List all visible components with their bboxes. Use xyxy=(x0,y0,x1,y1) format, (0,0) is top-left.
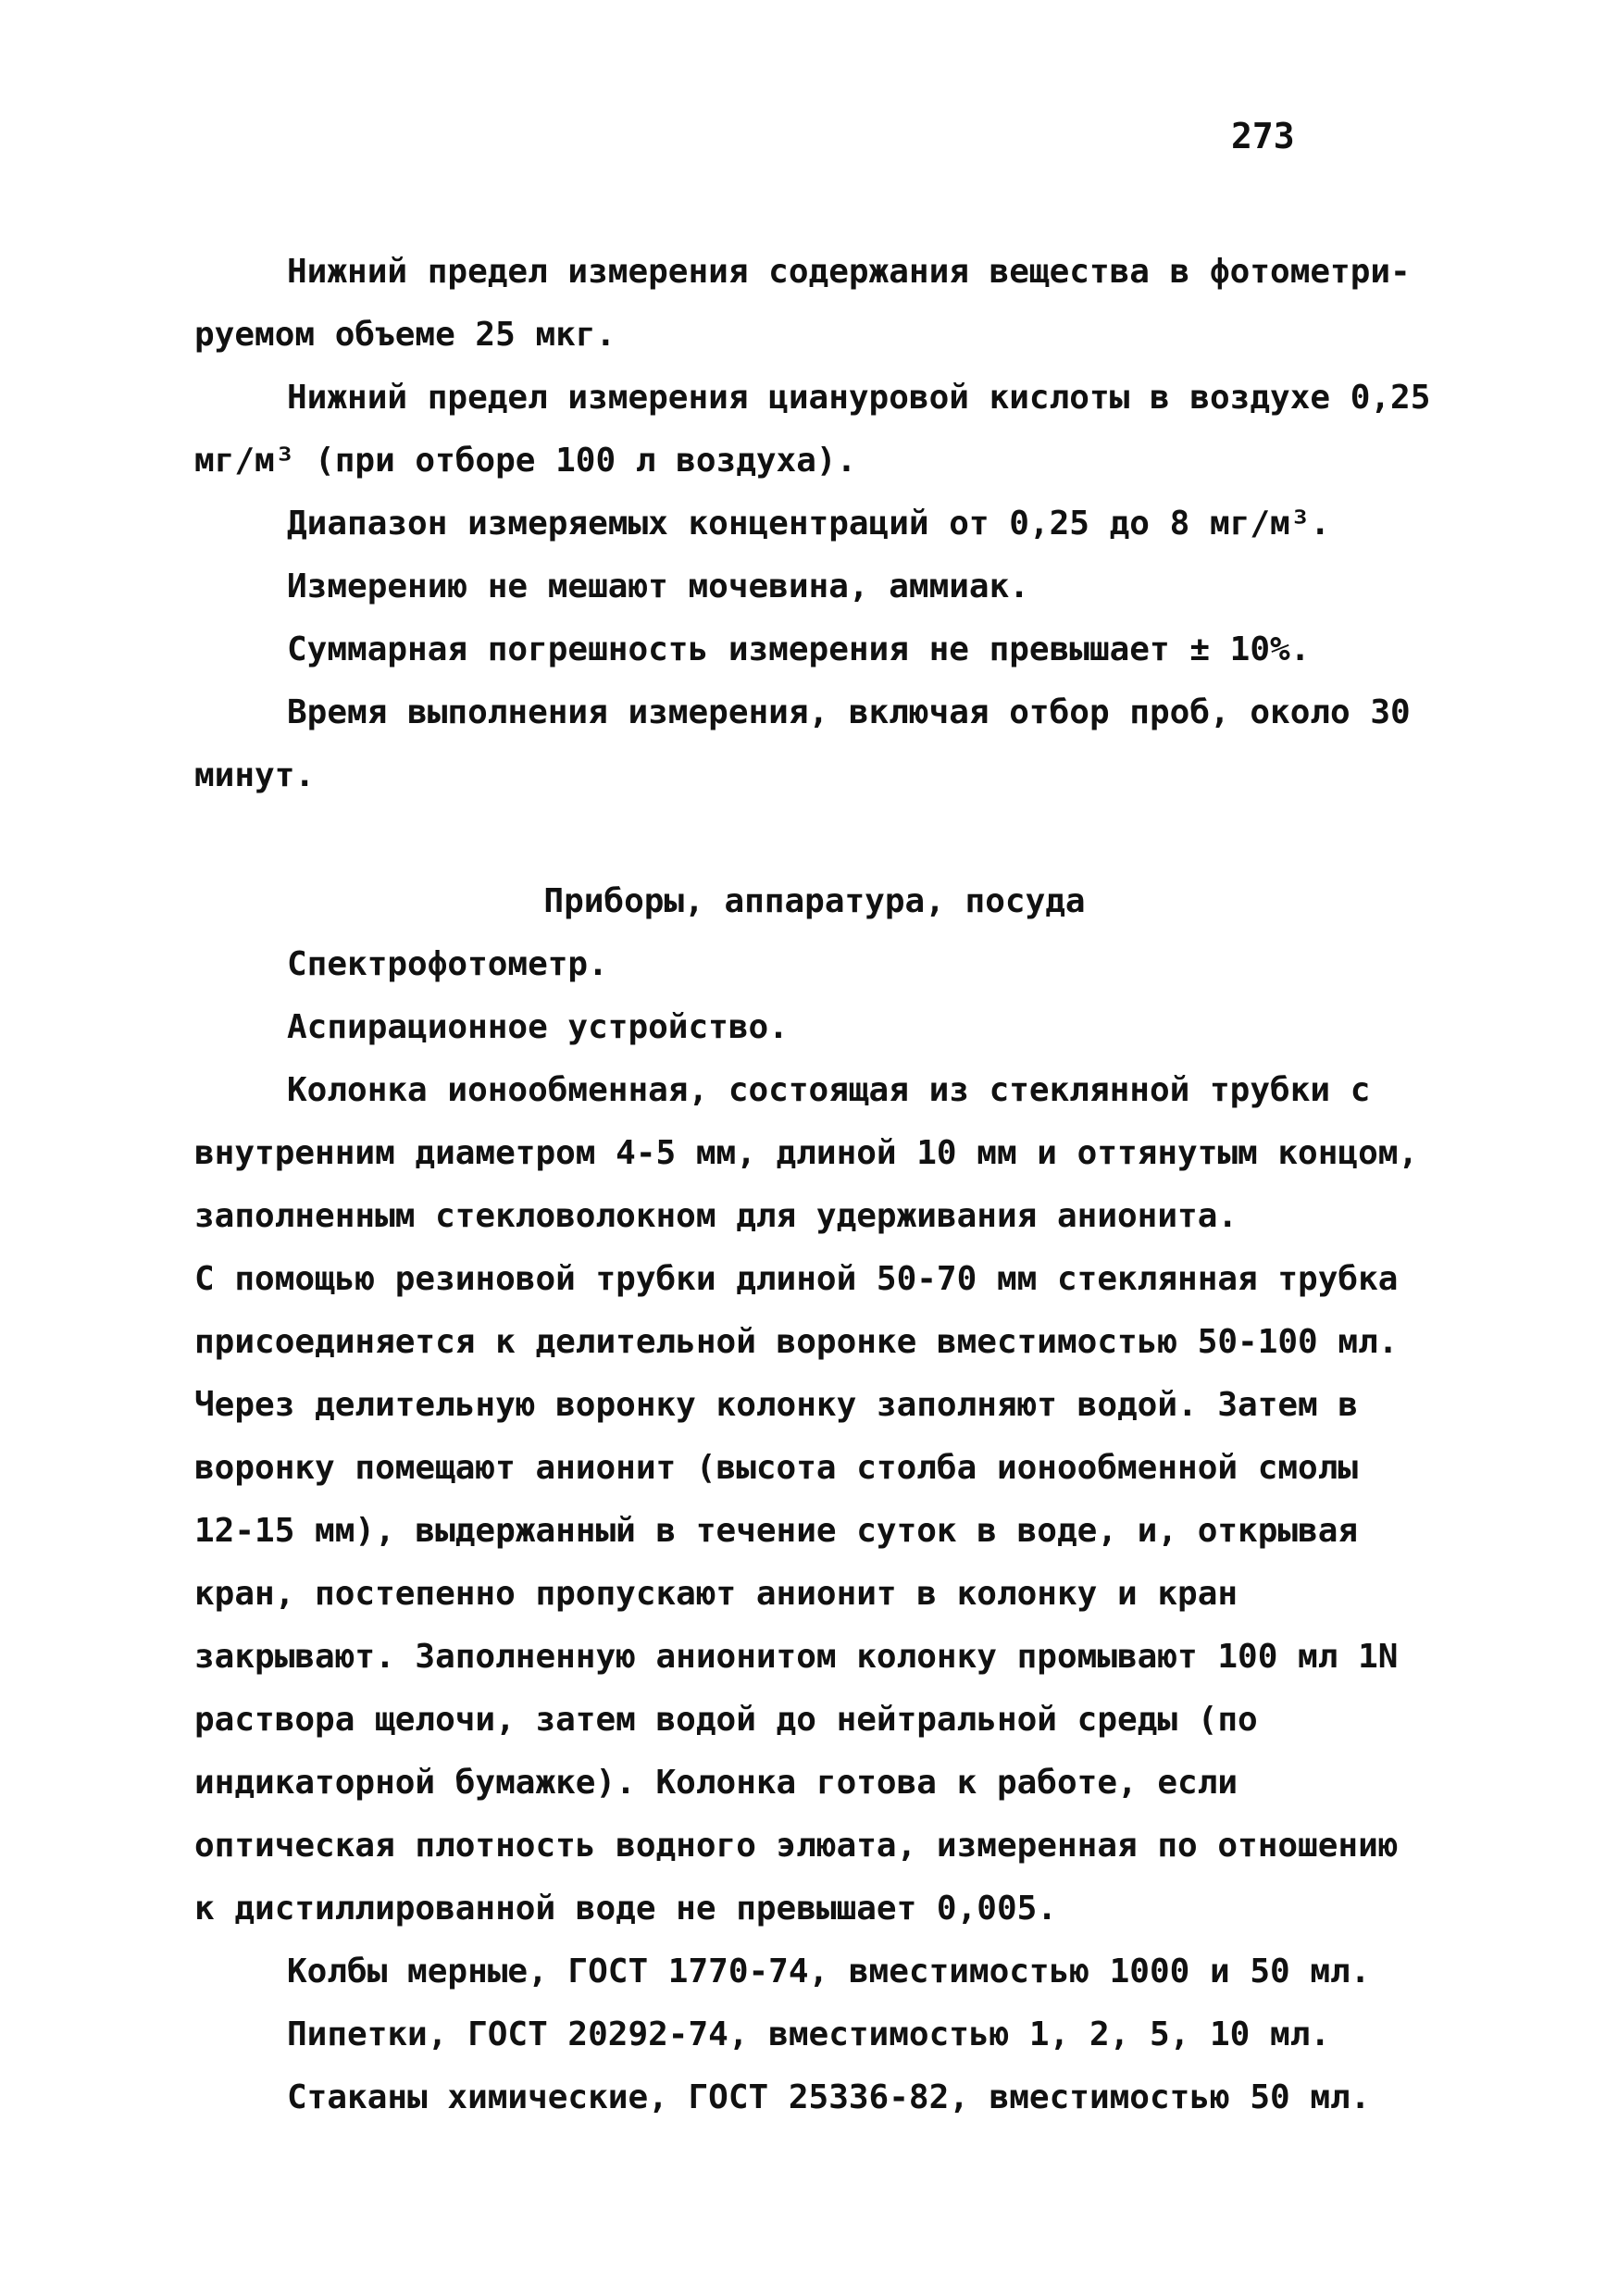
paragraph-pipettes: Пипетки, ГОСТ 20292-74, вместимостью 1, 2, 5, 10 мл. xyxy=(287,2015,1331,2053)
body-text xyxy=(194,241,1435,2129)
paragraph-beakers: Стаканы химические, ГОСТ 25336-82, вместимостью 50 мл. xyxy=(287,2078,1371,2116)
section-title: Приборы, аппаратура, посуда xyxy=(543,882,1086,920)
paragraph-range: Диапазон измеряемых концентраций от 0,25 до 8 мг/м³. xyxy=(287,505,1331,543)
paragraph-error: Суммарная погрешность измерения не превышает ± 10%. xyxy=(287,630,1311,668)
paragraph-spectrophotometer: Спектрофотометр. xyxy=(287,945,608,983)
paragraph-column-preparation: С помощью резиновой трубки длиной 50-70 мм стеклянная трубка присоединяется к делительной воронке вместимостью 50-100 мл. Через делительную воронку колонку заполняют водой. Затем в воронку помещают анионит (высота столба ионообменной смолы 12-15 мм), выдержанный в течение суток в воде, и, открывая кран, постепенно пропускают анионит в колонку и кран закрывают. Заполненную анионитом колонку промывают 100 мл 1N раствора щелочи, затем водой до нейтральной среды (по индикаторной бумажке). Колонка готова к работе, если оптическая плотность водного элюата, измеренная по отношению к дистиллированной воде не превышает 0,005. xyxy=(194,1260,1399,1928)
paragraph-interference: Измерению не мешают мочевина, аммиак. xyxy=(287,568,1029,605)
paragraph-ion-exchange-column: Колонка ионообменная, состоящая из стеклянной трубки с внутренним диаметром 4-5 мм, длиной 10 мм и оттянутым концом, заполненным стекловолокном для удерживания анионита. xyxy=(194,1071,1419,1235)
paragraph-lower-limit-substance: Нижний предел измерения содержания вещества в фотометри-руемом объеме 25 мкг. xyxy=(194,253,1411,354)
paragraph-duration: Время выполнения измерения, включая отбор проб, около 30 минут. xyxy=(194,693,1411,794)
paragraph-volumetric-flasks: Колбы мерные, ГОСТ 1770-74, вместимостью 1000 и 50 мл. xyxy=(287,1953,1371,1990)
page-number: 273 xyxy=(1231,116,1295,156)
paragraph-lower-limit-air: Нижний предел измерения циануровой кислоты в воздухе 0,25 мг/м³ (при отборе 100 л воздуха). xyxy=(194,379,1431,480)
paragraph-aspiration-device: Аспирационное устройство. xyxy=(287,1008,789,1046)
